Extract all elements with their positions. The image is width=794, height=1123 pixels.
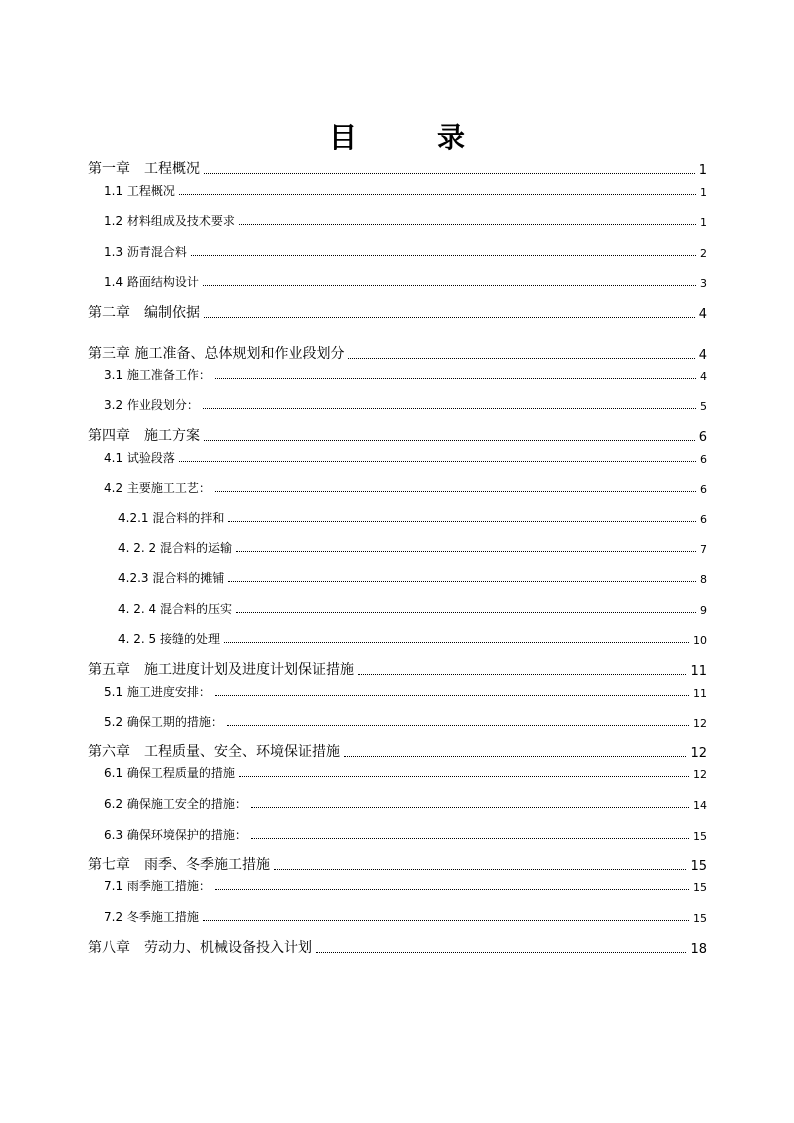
toc-entry-6-2[interactable] xyxy=(104,795,707,812)
page-title: 目 录 xyxy=(328,121,491,154)
toc-entry-chapter-3[interactable] xyxy=(88,343,707,363)
dot-leader xyxy=(215,889,689,890)
toc-entry-1-2[interactable] xyxy=(104,212,707,229)
toc-page-number: 18 xyxy=(690,942,707,957)
dot-leader xyxy=(203,920,689,921)
toc-page-number: 15 xyxy=(690,859,707,874)
dot-leader xyxy=(191,255,696,256)
toc-entry-label: 5.1 施工进度安排： xyxy=(104,685,211,699)
toc-entry-1-3[interactable] xyxy=(104,243,707,260)
toc-page-number: 3 xyxy=(700,277,707,290)
dot-leader xyxy=(239,776,689,777)
toc-page-number: 8 xyxy=(700,573,707,586)
toc-page-number: 4 xyxy=(698,348,707,363)
toc-entry-4-2-1[interactable] xyxy=(118,509,707,526)
toc-entry-5-1[interactable] xyxy=(104,683,707,700)
toc-entry-label: 4.1 试验段落 xyxy=(104,451,175,465)
dot-leader xyxy=(179,461,696,462)
dot-leader xyxy=(215,491,696,492)
toc-page-number: 6 xyxy=(698,430,707,445)
toc-entry-3-1[interactable] xyxy=(104,366,707,383)
toc-entry-label: 第一章 工程概况 xyxy=(88,161,200,177)
dot-leader xyxy=(203,285,696,286)
toc-entry-label: 1.3 沥青混合料 xyxy=(104,245,187,259)
toc-entry-label: 5.2 确保工期的措施： xyxy=(104,715,223,729)
toc-page-number: 10 xyxy=(693,634,707,647)
toc-entry-label: 6.2 确保施工安全的措施： xyxy=(104,797,247,811)
dot-leader xyxy=(251,807,689,808)
toc-entry-4-2-2[interactable] xyxy=(118,539,707,556)
toc-page-number: 12 xyxy=(693,717,707,730)
toc-entry-4-2[interactable] xyxy=(104,479,707,496)
toc-entry-1-1[interactable] xyxy=(104,182,707,199)
toc-entry-4-2-5[interactable] xyxy=(118,630,707,647)
toc-entry-label: 第五章 施工进度计划及进度计划保证措施 xyxy=(88,662,354,678)
dot-leader xyxy=(227,725,689,726)
toc-entry-label: 4.2 主要施工工艺： xyxy=(104,481,211,495)
toc-entry-label: 第四章 施工方案 xyxy=(88,428,200,444)
dot-leader xyxy=(228,581,696,582)
toc-entry-chapter-7[interactable] xyxy=(88,854,707,874)
toc-page-number: 4 xyxy=(698,307,707,322)
dot-leader xyxy=(224,642,689,643)
toc-page-number: 11 xyxy=(693,687,707,700)
dot-leader xyxy=(204,173,695,174)
dot-leader xyxy=(179,194,696,195)
toc-entry-label: 4. 2. 2 混合料的运输 xyxy=(118,541,232,555)
toc-entry-7-1[interactable] xyxy=(104,877,707,894)
dot-leader xyxy=(348,358,694,359)
toc-entry-label: 1.4 路面结构设计 xyxy=(104,275,199,289)
toc-entry-chapter-4[interactable] xyxy=(88,425,707,445)
toc-entry-label: 4. 2. 4 混合料的压实 xyxy=(118,602,232,616)
toc-page-number: 12 xyxy=(690,746,707,761)
toc-page-number: 15 xyxy=(693,881,707,894)
toc-entry-label: 4. 2. 5 接缝的处理 xyxy=(118,632,220,646)
toc-entry-chapter-1[interactable] xyxy=(88,158,707,178)
toc-entry-label: 第七章 雨季、冬季施工措施 xyxy=(88,857,270,873)
dot-leader xyxy=(251,838,689,839)
toc-page-number: 15 xyxy=(693,830,707,843)
toc-entry-6-3[interactable] xyxy=(104,826,707,843)
toc-page-number: 6 xyxy=(700,513,707,526)
toc-entry-label: 3.2 作业段划分： xyxy=(104,398,199,412)
toc-entry-label: 1.2 材料组成及技术要求 xyxy=(104,214,235,228)
toc-page-number: 9 xyxy=(700,604,707,617)
dot-leader xyxy=(215,378,696,379)
dot-leader xyxy=(344,756,686,757)
toc-entry-4-2-3[interactable] xyxy=(118,569,707,586)
toc-page-number: 4 xyxy=(700,370,707,383)
toc-entry-label: 4.2.3 混合料的摊铺 xyxy=(118,571,225,585)
toc-entry-label: 4.2.1 混合料的拌和 xyxy=(118,511,225,525)
toc-page-number: 14 xyxy=(693,799,707,812)
toc-page-number: 15 xyxy=(693,912,707,925)
toc-entry-6-1[interactable] xyxy=(104,764,707,781)
toc-entry-1-4[interactable] xyxy=(104,273,707,290)
toc-page-number: 6 xyxy=(700,453,707,466)
toc-entry-chapter-5[interactable] xyxy=(88,659,707,679)
toc-page-number: 12 xyxy=(693,768,707,781)
dot-leader xyxy=(274,869,686,870)
toc-page-number: 6 xyxy=(700,483,707,496)
toc-page-number: 1 xyxy=(698,163,707,178)
toc-page-number: 2 xyxy=(700,247,707,260)
toc-entry-chapter-6[interactable] xyxy=(88,741,707,761)
toc-entry-4-2-4[interactable] xyxy=(118,600,707,617)
toc-entry-label: 第六章 工程质量、安全、环境保证措施 xyxy=(88,744,340,760)
toc-entry-label: 1.1 工程概况 xyxy=(104,184,175,198)
toc-entry-label: 7.2 冬季施工措施 xyxy=(104,910,199,924)
dot-leader xyxy=(228,521,696,522)
toc-page-number: 11 xyxy=(690,664,707,679)
toc-page-number: 5 xyxy=(700,400,707,413)
dot-leader xyxy=(316,952,686,953)
dot-leader xyxy=(215,695,689,696)
dot-leader xyxy=(236,612,696,613)
toc-entry-label: 6.1 确保工程质量的措施 xyxy=(104,766,235,780)
toc-entry-label: 第八章 劳动力、机械设备投入计划 xyxy=(88,940,312,956)
toc-entry-label: 6.3 确保环境保护的措施： xyxy=(104,828,247,842)
dot-leader xyxy=(239,224,696,225)
dot-leader xyxy=(358,674,686,675)
toc-entry-4-1[interactable] xyxy=(104,449,707,466)
toc-entry-3-2[interactable] xyxy=(104,396,707,413)
toc-entry-7-2[interactable] xyxy=(104,908,707,925)
toc-entry-chapter-2[interactable] xyxy=(88,302,707,322)
toc-entry-label: 3.1 施工准备工作： xyxy=(104,368,211,382)
toc-entry-label: 第二章 编制依据 xyxy=(88,305,200,321)
dot-leader xyxy=(204,317,695,318)
toc-page-number: 1 xyxy=(700,186,707,199)
toc-entry-chapter-8[interactable] xyxy=(88,937,707,957)
dot-leader xyxy=(204,440,695,441)
dot-leader xyxy=(236,551,696,552)
toc-page-number: 7 xyxy=(700,543,707,556)
toc-entry-label: 7.1 雨季施工措施： xyxy=(104,879,211,893)
toc-entry-label: 第三章 施工准备、总体规划和作业段划分 xyxy=(88,346,345,362)
toc-entry-5-2[interactable] xyxy=(104,713,707,730)
dot-leader xyxy=(203,408,696,409)
toc-page-number: 1 xyxy=(700,216,707,229)
